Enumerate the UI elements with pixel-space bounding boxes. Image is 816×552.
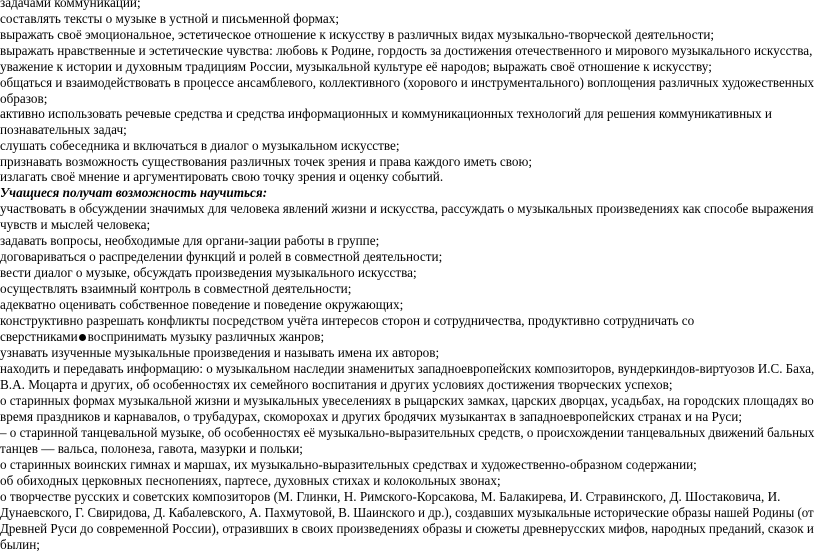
text-line: – о старинной танцевальной музыке, об особенностях её музыкально-выразительных средств, о происхождении танцевальных движений бальных (0, 425, 815, 440)
bullet-icon (79, 334, 86, 341)
text-line: находить и передавать информацию: о музыкальном наследии знаменитых западноевропейских композиторов, вундеркиндов-виртуозов И.С. Баха, (0, 361, 815, 376)
text-line: танцев — вальса, полонеза, гавота, мазурки и польки; (0, 441, 303, 456)
text-line: чувств и мыслей человека; (0, 217, 151, 232)
text-line: об обиходных церковных песнопениях, партесе, духовных стихах и колокольных звонах; (0, 473, 501, 488)
text-line: признавать возможность существования различных точек зрения и права каждого иметь свою; (0, 154, 533, 169)
text-line: В.А. Моцарта и других, об особенностях их семейного воспитания и других условиях достижения творческих успехов; (0, 377, 673, 392)
text-line: выражать нравственные и эстетические чувства: любовь к Родине, гордость за достижения отечественного и мирового музыкального искусства, (0, 43, 813, 58)
text-line: образов; (0, 91, 48, 106)
text-line: о старинных воинских гимнах и маршах, их музыкально-выразительных средствах и художественно-образном содержании; (0, 457, 697, 472)
section-heading: Учащиеся получат возможность научиться: (0, 185, 268, 200)
text-line: общаться и взаимодействовать в процессе ансамблевого, коллективного (хорового и инструментального) воплощения различных художественных (0, 75, 815, 90)
text-line: участвовать в обсуждении значимых для человека явлений жизни и искусства, рассуждать о музыкальных произведениях как способе выражения (0, 201, 814, 216)
text-line: выражать своё эмоциональное, эстетическое отношение к искусству в различных видах музыкально-творческой деятельности; (0, 27, 715, 42)
text-line: конструктивно разрешать конфликты посредством учёта интересов сторон и сотрудничества, продуктивно сотрудничать со (0, 313, 695, 328)
text-line: время праздников и карнавалов, о трубадурах, скоморохах и других бродячих музыкантах в западноевропейских странах и на Руси; (0, 409, 742, 424)
text-line: о творчестве русских и советских композиторов (М. Глинки, Н. Римского-Корсакова, М. Балакирева, И. Стравинского, Д. Шостаковича, И. (0, 489, 781, 504)
text-line: активно использовать речевые средства и средства информационных и коммуникационных технологий для решения коммуникативных и (0, 106, 772, 121)
text-line: задачами коммуникации; (0, 0, 141, 10)
text-line: Дунаевского, Г. Свиридова, Д. Кабалевского, А. Пахмутовой, В. Шаинского и др.), создавших музыкальные исторические образы нашей Родины (от (0, 505, 814, 520)
text-line: адекватно оценивать собственное поведение и поведение окружающих; (0, 297, 404, 312)
text-line: уважение к истории и духовным традициям России, музыкальной культуре её народов; выражать своё отношение к искусству; (0, 59, 712, 74)
text-line: былин; (0, 537, 40, 552)
text-line: задавать вопросы, необходимые для органи-зации работы в группе; (0, 233, 380, 248)
text-line: слушать собеседника и включаться в диалог о музыкальном искусстве; (0, 138, 400, 153)
text-line-with-bullet (0, 329, 324, 344)
text-line: излагать своё мнение и аргументировать свою точку зрения и оценку событий. (0, 169, 444, 184)
text-line: Древней Руси до современной России), отразивших в своих произведениях образы и сюжеты древнерусских мифов, народных преданий, сказок и (0, 521, 814, 536)
text-line: узнавать изученные музыкальные произведения и называть имена их авторов; (0, 345, 440, 360)
text-line: познавательных задач; (0, 122, 127, 137)
text-line: составлять тексты о музыке в устной и письменной формах; (0, 11, 340, 26)
text-fragment: воспринимать музыку различных жанров; (87, 329, 325, 344)
text-line: договариваться о распределении функций и ролей в совместной деятельности; (0, 249, 443, 264)
text-fragment: сверстниками (0, 329, 78, 344)
text-line: о старинных формах музыкальной жизни и музыкальных увеселениях в рыцарских замках, царских дворцах, усадьбах, на городских площадях во (0, 393, 814, 408)
text-line: осуществлять взаимный контроль в совместной деятельности; (0, 281, 352, 296)
text-line: вести диалог о музыке, обсуждать произведения музыкального искусства; (0, 265, 417, 280)
